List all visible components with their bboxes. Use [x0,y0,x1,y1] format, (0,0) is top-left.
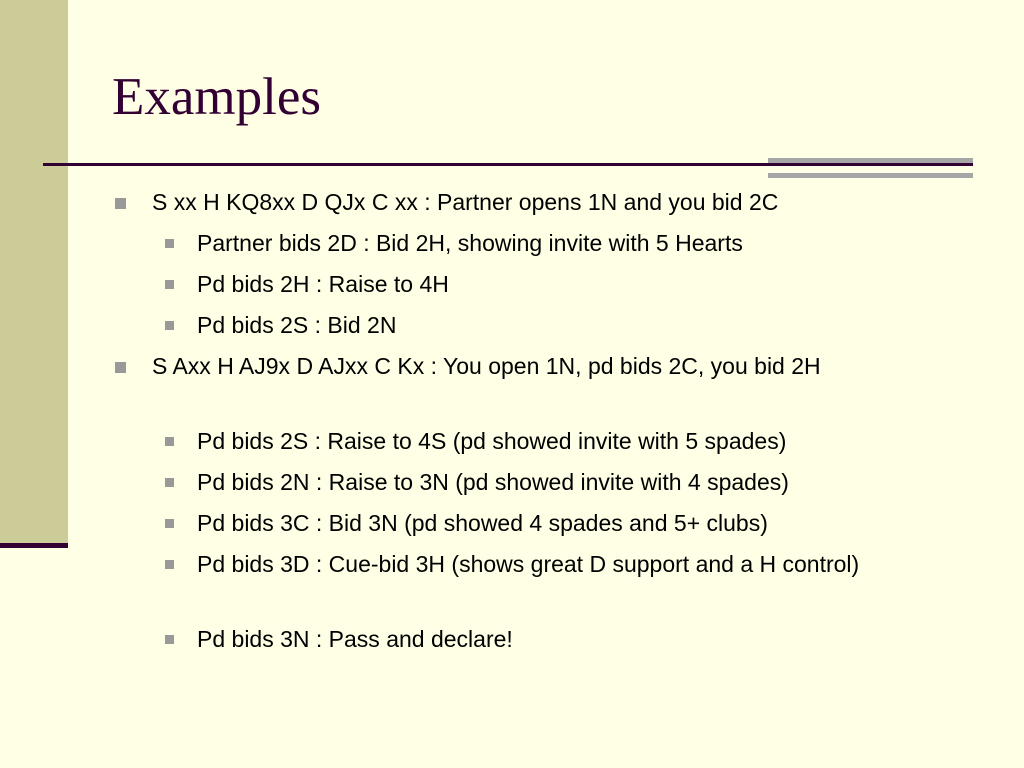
sub-bullet-item [197,467,957,498]
title-divider [43,163,973,166]
sub-bullet-item [197,228,957,259]
sub-bullet-item [197,508,957,539]
bullet-text: Pd bids 2S : Raise to 4S (pd showed invite with 5 spades) [197,428,787,454]
bullet-item [152,187,952,218]
sub-bullet-item [197,624,957,655]
square-bullet-icon [115,362,126,373]
bullet-text: Pd bids 3C : Bid 3N (pd showed 4 spades and 5+ clubs) [197,510,768,536]
slide-title: Examples [112,68,321,126]
bullet-text: Partner bids 2D : Bid 2H, showing invite with 5 Hearts [197,230,743,256]
square-bullet-icon [165,560,174,569]
bullet-text: Pd bids 2S : Bid 2N [197,312,397,338]
divider-accent-bottom [768,173,973,178]
bullet-text: S Axx H AJ9x D AJxx C Kx : You open 1N, pd bids 2C, you bid 2H [152,353,821,379]
square-bullet-icon [165,519,174,528]
bullet-item [152,351,952,382]
bullet-text: S xx H KQ8xx D QJx C xx : Partner opens 1N and you bid 2C [152,189,779,215]
square-bullet-icon [115,198,126,209]
square-bullet-icon [165,437,174,446]
divider-accent-top [768,158,973,163]
sub-bullet-item [197,549,927,580]
left-accent-bar [0,0,68,543]
left-accent-rule [0,543,68,548]
square-bullet-icon [165,239,174,248]
bullet-text: Pd bids 2N : Raise to 3N (pd showed invite with 4 spades) [197,469,789,495]
square-bullet-icon [165,280,174,289]
sub-bullet-item [197,426,957,457]
square-bullet-icon [165,478,174,487]
sub-bullet-item [197,310,957,341]
bullet-text: Pd bids 3N : Pass and declare! [197,626,513,652]
square-bullet-icon [165,635,174,644]
sub-bullet-item [197,269,957,300]
square-bullet-icon [165,321,174,330]
bullet-text: Pd bids 2H : Raise to 4H [197,271,449,297]
bullet-text: Pd bids 3D : Cue-bid 3H (shows great D support and a H control) [197,551,860,577]
